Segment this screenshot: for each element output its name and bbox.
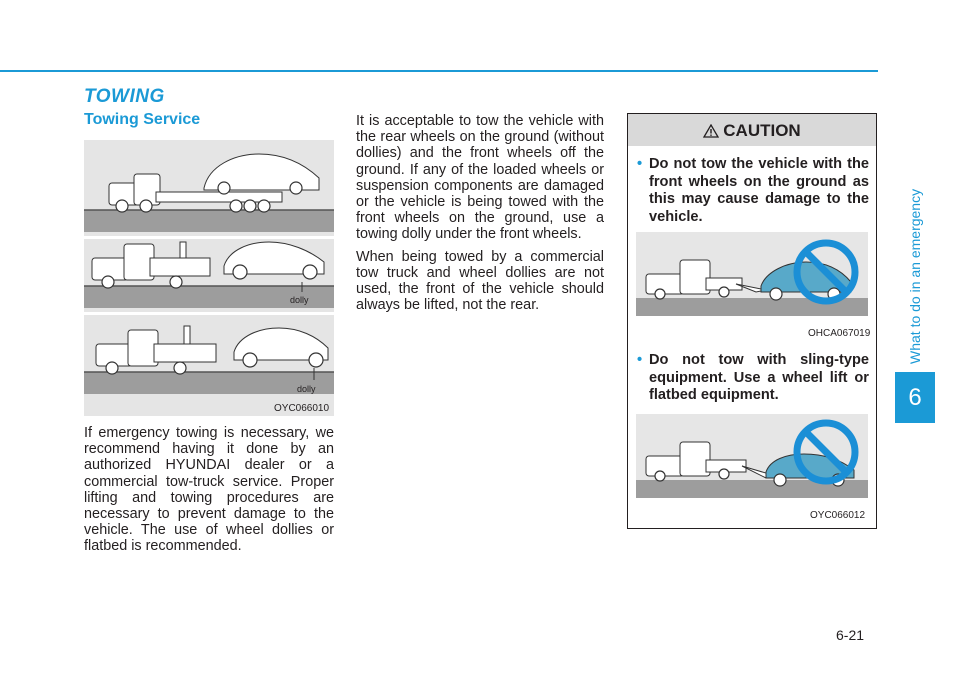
caution-title: CAUTION — [723, 121, 801, 140]
sling-type-tow-illustration — [636, 414, 868, 498]
paragraph-2: It is acceptable to tow the vehicle with the rear wheels on the ground (without dollies) and the front wheels off the ground. If any of the loaded wheels or suspension components are damaged or the vehicle is being towed with the front wheels on the ground, use a towing dolly under the front wheels. — [356, 113, 604, 243]
front-wheels-on-ground-illustration — [636, 232, 868, 316]
chapter-side-label — [895, 80, 935, 370]
warning-triangle-icon — [703, 124, 719, 138]
caution-box — [627, 113, 877, 529]
section-title: TOWING — [84, 86, 165, 107]
bullet-icon: • — [637, 156, 643, 172]
caution-figure-1 — [636, 232, 868, 316]
towing-methods-illustration — [84, 140, 334, 416]
bullet-icon: • — [637, 352, 643, 368]
intro-paragraph — [84, 425, 334, 561]
chapter-number-tab: 6 — [895, 372, 935, 423]
page-number: 6-21 — [836, 627, 865, 643]
header-rule — [0, 70, 878, 72]
caution-item-1: • Do not tow the vehicle with the front wheels on the ground as this may cause damage to the vehicle. — [637, 156, 869, 225]
paragraph-1: If emergency towing is necessary, we recommend having it done by an authorized HYUNDAI dealer or a commercial tow-truck service. Proper lifting and towing procedures are necessary to prevent damage to the vehicle. The use of wheel dollies or flatbed is recommended. — [84, 425, 334, 555]
caution-figure-code-1: OHCA067019 — [808, 328, 871, 339]
towing-service-heading: Towing Service — [84, 111, 201, 128]
dolly-label-2: dolly — [297, 384, 316, 394]
chapter-title: What to do in an emergency — [907, 188, 923, 364]
caution-item-2: • Do not tow with sling-type equipment. Use a wheel lift or flatbed equipment. — [637, 352, 869, 403]
dolly-label-1: dolly — [290, 295, 309, 305]
paragraph-3: When being towed by a commercial tow truck and wheel dollies are not used, the front of the vehicle should always be lifted, not the rear. — [356, 248, 604, 314]
column-2-text — [356, 113, 604, 319]
caution-header — [628, 114, 876, 146]
caution-figure-code-2: OYC066012 — [810, 510, 866, 521]
caution-figure-2 — [636, 414, 868, 498]
towing-methods-figure — [84, 140, 334, 416]
figure-code: OYC066010 — [274, 403, 330, 414]
